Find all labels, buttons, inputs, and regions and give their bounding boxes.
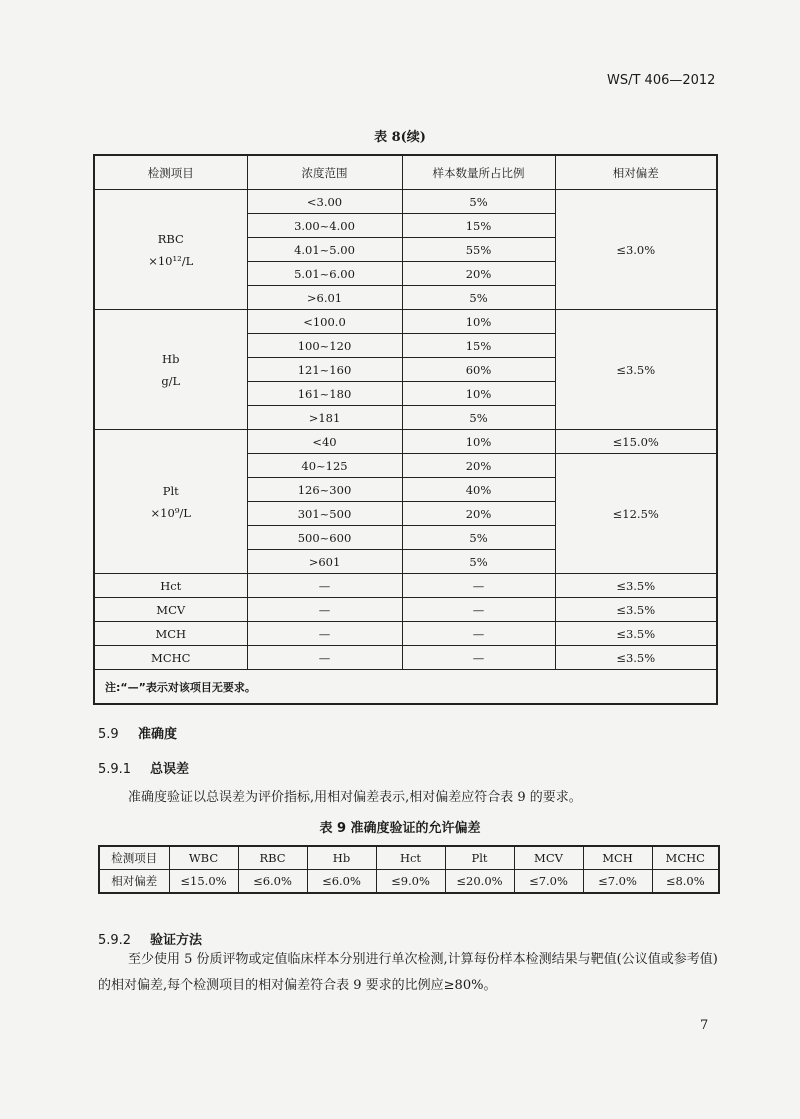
table9-caption: 表 9 准确度验证的允许偏差 [319,821,481,836]
table9-cell: Hb [307,846,376,870]
section-number: 5.9 [98,727,119,742]
table-row [94,646,717,670]
ratio-cell: 5% [402,286,555,310]
item-cell: MCHC [94,646,247,670]
section-number: 5.9.1 [98,762,132,777]
item-cell: MCH [94,622,247,646]
ratio-cell: — [402,574,555,598]
range-cell: — [247,598,402,622]
section-title: 总误差 [150,762,190,777]
table9-cell: RBC [238,846,307,870]
page-number: 7 [700,1018,709,1033]
table8 [93,154,718,705]
deviation-cell: ≤3.5% [555,310,717,430]
range-cell: >6.01 [247,286,402,310]
table9-cell: WBC [169,846,238,870]
table8-note: 注:“—”表示对该项目无要求。 [94,670,717,705]
table8-caption: 表 8(续) [374,130,426,145]
table-row [94,310,717,334]
ratio-cell: — [402,622,555,646]
section-title: 验证方法 [150,933,203,948]
range-cell: 161~180 [247,382,402,406]
range-cell: — [247,622,402,646]
section-5-9-heading [98,723,177,742]
standard-number: WS/T 406—2012 [607,73,716,88]
range-cell: 40~125 [247,454,402,478]
range-cell: <3.00 [247,190,402,214]
section-5-9-2-paragraph: 至少使用 5 份质评物或定值临床样本分别进行单次检测,计算每份样本检测结果与靶值(公议值或参考值)的相对偏差,每个检测项目的相对偏差符合表 9 要求的比例应≥80%。 [98,952,718,993]
ratio-cell: 5% [402,406,555,430]
table9-cell: ≤6.0% [307,870,376,894]
ratio-cell: 10% [402,310,555,334]
table9-cell: ≤15.0% [169,870,238,894]
table8-header-cell: 相对偏差 [555,155,717,190]
ratio-cell: — [402,646,555,670]
item-cell-plt: Plt ×10⁹/L [94,430,247,574]
range-cell: 121~160 [247,358,402,382]
ratio-cell: 5% [402,550,555,574]
table9-cell: MCH [583,846,652,870]
table-row [94,574,717,598]
section-5-9-2-heading [98,929,202,948]
table9-row-deviation [99,870,719,894]
ratio-cell: 55% [402,238,555,262]
range-cell: 301~500 [247,502,402,526]
range-cell: <100.0 [247,310,402,334]
range-cell: — [247,574,402,598]
table-row [94,430,717,454]
table-row [94,190,717,214]
deviation-cell: ≤3.0% [555,190,717,310]
table8-note-row [94,670,717,705]
deviation-cell: ≤3.5% [555,574,717,598]
section-5-9-1-paragraph: 准确度验证以总误差为评价指标,用相对偏差表示,相对偏差应符合表 9 的要求。 [128,790,582,805]
table9-cell: 检测项目 [99,846,169,870]
ratio-cell: 20% [402,454,555,478]
table9-cell: ≤7.0% [514,870,583,894]
deviation-cell: ≤12.5% [555,454,717,574]
ratio-cell: — [402,598,555,622]
table9-cell: ≤8.0% [652,870,719,894]
table9-cell: MCV [514,846,583,870]
ratio-cell: 60% [402,358,555,382]
range-cell: <40 [247,430,402,454]
ratio-cell: 15% [402,334,555,358]
table-row [94,622,717,646]
item-cell-hb: Hb g/L [94,310,247,430]
ratio-cell: 40% [402,478,555,502]
ratio-cell: 20% [402,502,555,526]
ratio-cell: 5% [402,190,555,214]
item-cell-rbc: RBC ×10¹²/L [94,190,247,310]
table9-cell: 相对偏差 [99,870,169,894]
table8-header-cell: 浓度范围 [247,155,402,190]
ratio-cell: 15% [402,214,555,238]
ratio-cell: 5% [402,526,555,550]
item-cell: MCV [94,598,247,622]
deviation-cell: ≤3.5% [555,598,717,622]
table9-cell: Plt [445,846,514,870]
table8-header-row [94,155,717,190]
table9-cell: Hct [376,846,445,870]
range-cell: >181 [247,406,402,430]
range-cell: 4.01~5.00 [247,238,402,262]
range-cell: 126~300 [247,478,402,502]
table9-row-items [99,846,719,870]
table9-cell: ≤7.0% [583,870,652,894]
table8-header-cell: 检测项目 [94,155,247,190]
section-title: 准确度 [138,727,178,742]
range-cell: 100~120 [247,334,402,358]
ratio-cell: 10% [402,382,555,406]
deviation-cell: ≤15.0% [555,430,717,454]
range-cell: — [247,646,402,670]
table9-cell: ≤6.0% [238,870,307,894]
table8-header-cell: 样本数量所占比例 [402,155,555,190]
table9-cell: MCHC [652,846,719,870]
item-cell: Hct [94,574,247,598]
table9-cell: ≤9.0% [376,870,445,894]
deviation-cell: ≤3.5% [555,622,717,646]
range-cell: 5.01~6.00 [247,262,402,286]
table9-cell: ≤20.0% [445,870,514,894]
section-number: 5.9.2 [98,933,132,948]
deviation-cell: ≤3.5% [555,646,717,670]
table-row [94,598,717,622]
range-cell: >601 [247,550,402,574]
ratio-cell: 20% [402,262,555,286]
section-5-9-1-heading [98,758,189,777]
range-cell: 500~600 [247,526,402,550]
table9 [98,845,720,894]
range-cell: 3.00~4.00 [247,214,402,238]
ratio-cell: 10% [402,430,555,454]
